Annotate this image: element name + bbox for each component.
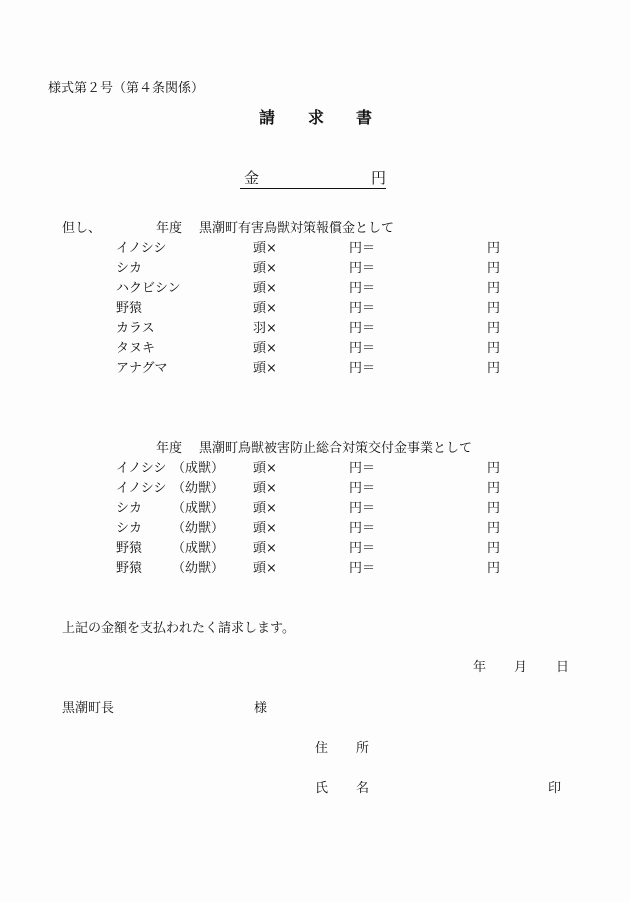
head-count-unit: 頭× — [253, 241, 277, 256]
row-total: 円 — [487, 541, 501, 556]
head-count-unit: 頭× — [253, 501, 277, 516]
table-row — [0, 462, 630, 482]
unit-price: 円＝ — [349, 341, 376, 356]
table-row — [0, 302, 630, 322]
address-label-char-2: 所 — [356, 741, 370, 756]
date-day: 日 — [556, 660, 570, 675]
row-total: 円 — [487, 261, 501, 276]
row-total: 円 — [487, 361, 501, 376]
unit-price: 円＝ — [349, 501, 376, 516]
amount-kin: 金 — [244, 169, 260, 187]
animal-name: タヌキ — [116, 341, 156, 356]
table-row — [0, 262, 630, 282]
unit-price: 円＝ — [349, 481, 376, 496]
animal-name: 野猿 — [116, 301, 143, 316]
animal-name: イノシシ — [116, 481, 167, 496]
title-char-3: 書 — [356, 108, 373, 127]
table-row — [0, 342, 630, 362]
unit-price: 円＝ — [349, 281, 376, 296]
table-row — [0, 282, 630, 302]
animal-name: シカ — [116, 521, 143, 536]
animal-name: アナグマ — [116, 361, 168, 376]
head-count-unit: 頭× — [253, 281, 277, 296]
unit-price: 円＝ — [349, 521, 376, 536]
unit-price: 円＝ — [349, 561, 376, 576]
request-statement: 上記の金額を支払われたく請求します。 — [62, 621, 295, 636]
head-count-unit: 頭× — [253, 521, 277, 536]
row-total: 円 — [487, 281, 501, 296]
proviso-prefix: 但し、 — [62, 221, 102, 236]
row-total: 円 — [487, 461, 501, 476]
age-class: （幼獣） — [172, 481, 225, 496]
date-month: 月 — [514, 660, 528, 675]
table-row — [0, 542, 630, 562]
age-class: （成獣） — [172, 461, 225, 476]
amount-underline — [240, 188, 386, 189]
fiscal-year-label: 年度 — [156, 221, 183, 236]
age-class: （成獣） — [172, 541, 225, 556]
row-total: 円 — [487, 561, 501, 576]
age-class: （幼獣） — [172, 561, 225, 576]
head-count-unit: 頭× — [253, 341, 277, 356]
unit-price: 円＝ — [349, 241, 376, 256]
title-char-1: 請 — [259, 108, 276, 127]
section-description: 黒潮町有害鳥獣対策報償金として — [199, 221, 395, 236]
animal-name: イノシシ — [116, 241, 167, 256]
row-total: 円 — [487, 241, 501, 256]
addressee-name: 黒潮町長 — [62, 701, 115, 716]
fiscal-year-label: 年度 — [156, 441, 183, 456]
form-label: 様式第２号（第４条関係） — [48, 81, 205, 96]
seal-mark: 印 — [548, 781, 562, 796]
table-row — [0, 242, 630, 262]
table-row — [0, 502, 630, 522]
animal-name: シカ — [116, 501, 143, 516]
address-label-char-1: 住 — [315, 741, 329, 756]
table-row — [0, 522, 630, 542]
animal-name: カラス — [116, 321, 155, 336]
unit-price: 円＝ — [349, 321, 376, 336]
amount-yen: 円 — [371, 169, 387, 187]
row-total: 円 — [487, 321, 501, 336]
unit-price: 円＝ — [349, 461, 376, 476]
animal-name: 野猿 — [116, 561, 143, 576]
head-count-unit: 頭× — [253, 361, 277, 376]
row-total: 円 — [487, 481, 501, 496]
row-total: 円 — [487, 301, 501, 316]
animal-name: イノシシ — [116, 461, 167, 476]
unit-price: 円＝ — [349, 301, 376, 316]
head-count-unit: 頭× — [253, 461, 277, 476]
head-count-unit: 頭× — [253, 301, 277, 316]
animal-name: ハクビシン — [116, 281, 181, 296]
table-row — [0, 362, 630, 382]
table-row — [0, 482, 630, 502]
animal-name: シカ — [116, 261, 143, 276]
addressee-honorific: 様 — [254, 701, 268, 716]
unit-price: 円＝ — [349, 541, 376, 556]
head-count-unit: 頭× — [253, 561, 277, 576]
unit-price: 円＝ — [349, 361, 376, 376]
name-label-char-1: 氏 — [315, 781, 329, 796]
title-char-2: 求 — [308, 108, 325, 127]
head-count-unit: 頭× — [253, 261, 277, 276]
unit-price: 円＝ — [349, 261, 376, 276]
name-label-char-2: 名 — [356, 781, 370, 796]
head-count-unit: 頭× — [253, 481, 277, 496]
head-count-unit: 頭× — [253, 541, 277, 556]
age-class: （幼獣） — [172, 521, 225, 536]
section-description: 黒潮町鳥獣被害防止総合対策交付金事業として — [199, 441, 473, 456]
animal-name: 野猿 — [116, 541, 143, 556]
date-year: 年 — [473, 660, 487, 675]
table-row — [0, 322, 630, 342]
row-total: 円 — [487, 521, 501, 536]
table-row — [0, 562, 630, 582]
age-class: （成獣） — [172, 501, 225, 516]
row-total: 円 — [487, 501, 501, 516]
head-count-unit: 羽× — [253, 321, 277, 336]
row-total: 円 — [487, 341, 501, 356]
